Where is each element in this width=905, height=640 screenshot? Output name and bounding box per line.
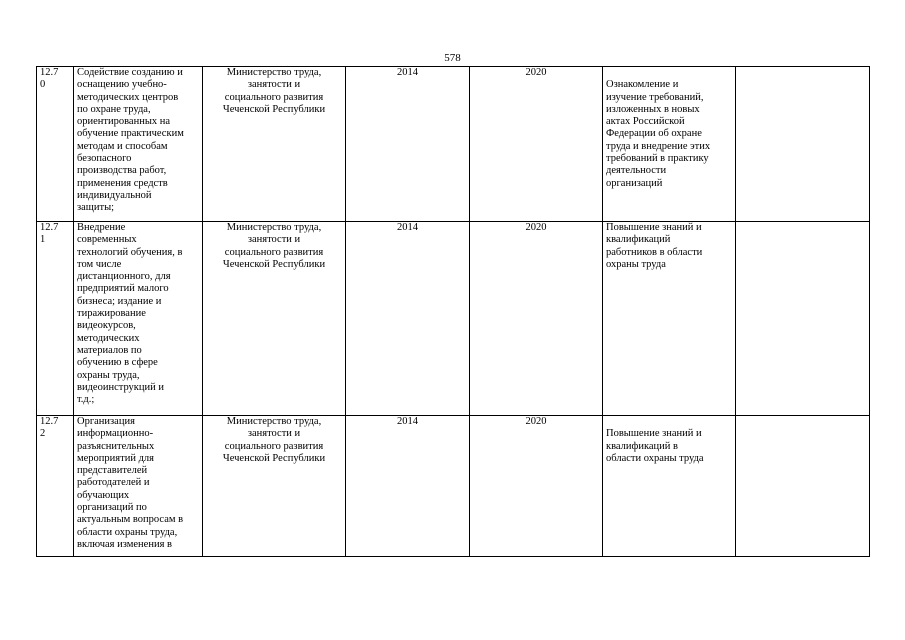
row-number: 12.7 2 <box>37 416 74 557</box>
table-row <box>37 416 870 557</box>
start-year: 2014 <box>346 222 470 416</box>
end-year: 2020 <box>470 67 603 222</box>
task-description: Содействие созданию и оснащению учебно- методических центров по охране труда, ориентированных на обучение практическим методам и способам безопасного производства работ, применения средств индивидуальной защиты; <box>74 67 203 222</box>
note-cell <box>736 222 870 416</box>
table-row <box>37 67 870 222</box>
expected-result: Повышение знаний и квалификаций в области охраны труда <box>603 416 736 557</box>
task-description: Организация информационно- разъяснительных мероприятий для представителей работодателей и обучающих организаций по актуальным вопросам в области охраны труда, включая изменения в <box>74 416 203 557</box>
task-description: Внедрение современных технологий обучения, в том числе дистанционного, для предприятий малого бизнеса; издание и тиражирование видеокурсов, методических материалов по обучению в сфере охраны труда, видеоинструкций и т.д.; <box>74 222 203 416</box>
table-row <box>37 222 870 416</box>
note-cell <box>736 416 870 557</box>
end-year: 2020 <box>470 416 603 557</box>
expected-result: Ознакомление и изучение требований, изложенных в новых актах Российской Федерации об охране труда и внедрение этих требований в практику деятельности организаций <box>603 67 736 222</box>
executor: Министерство труда, занятости и социального развития Чеченской Республики <box>203 67 346 222</box>
start-year: 2014 <box>346 416 470 557</box>
note-cell <box>736 67 870 222</box>
page-number: 578 <box>444 52 461 64</box>
executor: Министерство труда, занятости и социального развития Чеченской Республики <box>203 222 346 416</box>
end-year: 2020 <box>470 222 603 416</box>
executor: Министерство труда, занятости и социального развития Чеченской Республики <box>203 416 346 557</box>
row-number: 12.7 1 <box>37 222 74 416</box>
start-year: 2014 <box>346 67 470 222</box>
expected-result: Повышение знаний и квалификаций работников в области охраны труда <box>603 222 736 416</box>
row-number: 12.7 0 <box>37 67 74 222</box>
measures-table <box>36 66 870 557</box>
